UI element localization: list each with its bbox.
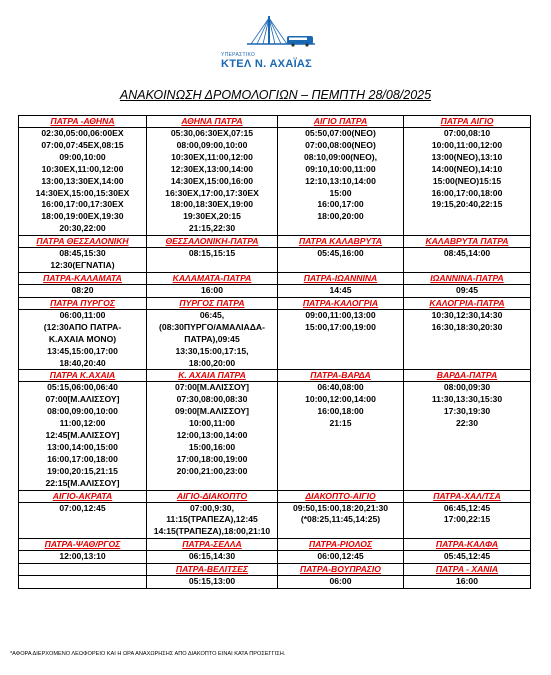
schedule-body — [19, 116, 531, 589]
departure-times: 07:00[Μ.ΑΛΙΣΣΟΥ] — [45, 394, 120, 405]
departure-times: 19:00,20:15,21:15 — [47, 465, 118, 476]
route-name: ΠΑΤΡΑ-ΣΕΛΛΑ — [147, 539, 278, 551]
page-title: ΑΝΑΚΟΙΝΩΣΗ ΔΡΟΜΟΛΟΓΙΩΝ – ΠΕΜΠΤΗ 28/08/2025 — [119, 88, 432, 102]
ktel-logo — [217, 14, 321, 70]
departure-times: 13:00,14:00,15:00 — [47, 441, 118, 452]
departure-times: 18:00,18:30ΕΧ,19:00 — [170, 199, 254, 210]
departure-times: (08:30ΠΥΡΓΟ/ΑΜΑΛΙΑΔΑ- — [159, 321, 265, 332]
departure-times: 12:10,13:10,14:00 — [305, 175, 376, 186]
route-times-row — [19, 382, 531, 490]
departure-times: 18:00,20:00 — [317, 211, 364, 222]
route-header-row — [19, 564, 531, 576]
departure-times: 10:30ΕΧ,11:00,12:00 — [41, 163, 124, 174]
departure-times: 12:45[Μ.ΑΛΙΣΣΟΥ] — [45, 430, 120, 441]
departure-times: 06:00,12:45 — [317, 551, 364, 562]
departure-times: 09:50,15:00,18:20,21:30 — [292, 502, 389, 513]
departure-times: 07:00,08:10 — [443, 128, 491, 138]
departure-times: (*08:25,11:45,14:25) — [300, 514, 381, 525]
logo-subtitle: ΥΠΕΡΑΣΤΙΚΟ — [221, 52, 256, 58]
route-times-cell — [278, 382, 404, 490]
departure-times: 08:20 — [71, 284, 94, 295]
departure-times: 16:00,17:00,18:00 — [47, 453, 118, 464]
route-times-cell — [147, 309, 278, 370]
route-name: ΠΑΤΡΑ-ΒΟΥΠΡΑΣΙΟ — [278, 564, 404, 576]
route-name: ΚΑΛΟΓΡΙΑ-ΠΑΤΡΑ — [404, 297, 531, 309]
route-name: ΠΑΤΡΑ-ΚΑΛΑΜΑΤΑ — [19, 272, 147, 284]
route-times-cell — [278, 502, 404, 539]
route-times-cell — [147, 576, 278, 589]
route-name: ΠΑΤΡΑ-ΒΑΡΔΑ — [278, 370, 404, 382]
route-times-cell — [404, 382, 531, 490]
departure-times: 06:40,08:00 — [317, 382, 364, 393]
schedule-table — [18, 115, 531, 589]
departure-times: 10:30,12:30,14:30 — [431, 309, 503, 320]
departure-times: 10:00,11:00 — [189, 418, 235, 429]
departure-times: 08:45,15:30 — [59, 248, 106, 259]
route-name: ΠΑΤΡΑ-ΒΕΛΙΤΣΕΣ — [147, 564, 278, 576]
route-times-cell — [404, 576, 531, 589]
route-name: ΙΩΑΝΝΙΝΑ-ΠΑΤΡΑ — [404, 272, 531, 284]
departure-times: 08:10,09:00(ΝΕΟ), — [303, 151, 378, 162]
route-name: ΠΑΤΡΑ-ΚΑΛΦΑ — [404, 539, 531, 551]
departure-times: 16:30,18:30,20:30 — [431, 321, 503, 332]
route-times-cell — [278, 309, 404, 370]
route-times-cell — [278, 128, 404, 236]
departure-times: 16:30ΕΧ,17:00,17:30ΕΧ — [165, 187, 259, 198]
route-times-row — [19, 284, 531, 297]
route-name: ΑΙΓΙΟ-ΔΙΑΚΟΠΤΟ — [147, 490, 278, 502]
route-times-cell — [404, 284, 531, 297]
departure-times: 13:45,15:00,17:00 — [47, 345, 118, 356]
departure-times: 10:30ΕΧ,11:00,12:00 — [171, 151, 253, 162]
route-name: ΠΑΤΡΑ-ΚΑΛΟΓΡΙΑ — [278, 297, 404, 309]
route-name: ΒΑΡΔΑ-ΠΑΤΡΑ — [404, 370, 531, 382]
departure-times: 08:00,09:00,10:00 — [47, 406, 118, 417]
departure-times: 15:00 — [329, 187, 352, 198]
departure-times: 07:00,12:45 — [59, 502, 106, 513]
logo-name: ΚΤΕΛ Ν. ΑΧΑΪΑΣ — [221, 58, 313, 70]
route-times-row — [19, 248, 531, 273]
departure-times: ΠΑΤΡΑ),09:45 — [184, 333, 240, 344]
route-name: ΚΑΛΑΜΑΤΑ-ΠΑΤΡΑ — [147, 272, 278, 284]
departure-times: 08:00,09:30 — [443, 382, 491, 393]
departure-times: 20:30,22:00 — [59, 223, 106, 234]
departure-times: 06:00,11:00 — [59, 309, 106, 320]
departure-times: 07:30,08:00,08:30 — [176, 394, 248, 405]
route-times-cell — [19, 382, 147, 490]
route-times-cell — [147, 284, 278, 297]
route-name: ΠΑΤΡΑ - ΧΑΝΙΑ — [404, 564, 531, 576]
departure-times: 05:45,16:00 — [317, 248, 364, 259]
departure-times: 10:00,11:00,12:00 — [431, 139, 503, 150]
route-name: ΠΑΤΡΑ-ΙΩΑΝΝΙΝΑ — [278, 272, 404, 284]
route-times-cell — [19, 502, 147, 539]
departure-times: 12:00,13:00,14:00 — [176, 430, 248, 441]
route-times-cell — [147, 382, 278, 490]
departure-times: (12:30ΑΠΟ ΠΑΤΡΑ- — [43, 321, 122, 332]
departure-times: 05:15,13:00 — [188, 576, 236, 587]
departure-times: 06:15,14:30 — [188, 551, 236, 562]
departure-times: 07:00,9:30, — [190, 502, 234, 513]
departure-times: 20:00,21:00,23:00 — [176, 465, 248, 476]
route-times-cell — [19, 128, 147, 236]
route-times-cell — [404, 248, 531, 273]
departure-times: 22:30 — [456, 418, 478, 429]
route-times-cell — [404, 128, 531, 236]
route-name: ΠΑΤΡΑ-ΧΑΛ/ΤΣΑ — [404, 490, 531, 502]
route-name: ΠΑΤΡΑ Κ.ΑΧΑΙΑ — [19, 370, 147, 382]
departure-times: 16:00,17:00,18:00 — [431, 187, 503, 198]
departure-times: 12:30(ΕΓΝΑΤΙΑ) — [50, 260, 115, 271]
route-name: ΑΘΗΝΑ ΠΑΤΡΑ — [147, 116, 278, 128]
departure-times: 05:50,07:00(ΝΕΟ) — [305, 128, 376, 138]
departure-times: 21:15 — [329, 418, 352, 429]
departure-times: 07:00,07:45ΕΧ,08:15 — [41, 139, 124, 150]
departure-times: 16:00,17:00,17:30ΕΧ — [41, 199, 124, 210]
route-name: ΔΙΑΚΟΠΤΟ-ΑΙΓΙΟ — [278, 490, 404, 502]
route-times-cell — [19, 284, 147, 297]
route-times-row — [19, 502, 531, 539]
route-name: ΘΕΣΣΑΛΟΝΙΚΗ-ΠΑΤΡΑ — [147, 236, 278, 248]
route-times-cell — [19, 309, 147, 370]
departure-times: 13:00,13:30ΕΧ,14:00 — [41, 175, 124, 186]
departure-times: 15:00(ΝΕΟ)15:15 — [432, 175, 502, 186]
route-times-cell — [278, 576, 404, 589]
route-name: ΠΑΤΡΑ ΚΑΛΑΒΡΥΤΑ — [278, 236, 404, 248]
route-name: ΠΑΤΡΑ-ΡΙΟΛΟΣ — [278, 539, 404, 551]
departure-times: 09:10,10:00,11:00 — [305, 163, 376, 174]
route-header-row — [19, 116, 531, 128]
route-header-row — [19, 297, 531, 309]
departure-times: 19:30ΕΧ,20:15 — [183, 211, 241, 222]
route-name: ΚΑΛΑΒΡΥΤΑ ΠΑΤΡΑ — [404, 236, 531, 248]
route-times-row — [19, 576, 531, 589]
departure-times: 09:00,10:00 — [59, 151, 106, 162]
route-times-cell — [147, 248, 278, 273]
departure-times: 22:15[Μ.ΑΛΙΣΣΟΥ] — [45, 477, 120, 488]
departure-times: 12:30ΕΧ,13:00,14:00 — [170, 163, 254, 174]
departure-times: 09:00,11:00,13:00 — [305, 309, 376, 320]
departure-times: 18:00,20:00 — [188, 357, 236, 368]
departure-times: 11:30,13:30,15:30 — [431, 394, 503, 405]
route-times-cell — [404, 551, 531, 564]
departure-times: 16:00 — [201, 284, 223, 295]
departure-times: 16:00,17:00 — [317, 199, 364, 210]
route-times-cell — [147, 502, 278, 539]
route-header-row — [19, 236, 531, 248]
departure-times: 07:00[Μ.ΑΛΙΣΣΟΥ] — [174, 382, 250, 393]
route-name — [19, 564, 147, 576]
departure-times: 16:00 — [456, 576, 478, 587]
departure-times: 19:15,20:40,22:15 — [431, 199, 503, 210]
departure-times: 05:30,06:30ΕΧ,07:15 — [170, 128, 254, 138]
route-header-row — [19, 370, 531, 382]
route-times-cell — [278, 248, 404, 273]
departure-times: 13:30,15:00,17:15, — [175, 345, 249, 356]
departure-times: 08:00,09:00,10:00 — [176, 139, 248, 150]
departure-times: 21:15,22:30 — [188, 223, 236, 234]
departure-times: 14:00(ΝΕΟ),14:10 — [431, 163, 503, 174]
departure-times: 17:30,19:30 — [443, 406, 491, 417]
bridge-bus-logo-icon — [217, 14, 321, 54]
footnote: *ΑΦΟΡΑ ΔΙΕΡΧΟΜΕΝΟ ΛΕΩΦΟΡΕΙΟ ΚΑΙ Η ΩΡΑ ΑΝΑΧΩΡΗΣΗΣ ΑΠΟ ΔΙΑΚΟΠΤΟ ΕΙΝΑΙ ΚΑΤΑ ΠΡΟΣΕΓΓΙΣΗ. — [10, 651, 286, 657]
route-header-row — [19, 272, 531, 284]
departure-times: 10:00,12:00,14:00 — [305, 394, 376, 405]
departure-times: 14:15(ΤΡΑΠΕΖΑ),18:00,21:10 — [153, 526, 271, 537]
departure-times: 14:45 — [329, 284, 352, 295]
departure-times: Κ.ΑΧΑΙΑ ΜΟΝΟ) — [48, 333, 117, 344]
route-name: ΑΙΓΙΟ-ΑΚΡΑΤΑ — [19, 490, 147, 502]
route-times-row — [19, 309, 531, 370]
departure-times: 05:45,12:45 — [443, 551, 491, 562]
route-name: ΠΥΡΓΟΣ ΠΑΤΡΑ — [147, 297, 278, 309]
route-name: Κ. ΑΧΑΙΑ ΠΑΤΡΑ — [147, 370, 278, 382]
route-header-row — [19, 539, 531, 551]
route-name: ΠΑΤΡΑ ΑΙΓΙΟ — [404, 116, 531, 128]
route-times-cell — [404, 502, 531, 539]
route-name: ΑΙΓΙΟ ΠΑΤΡΑ — [278, 116, 404, 128]
departure-times: 06:00 — [329, 576, 352, 587]
departure-times: 08:45,14:00 — [443, 248, 491, 259]
departure-times: 12:00,13:10 — [59, 551, 106, 562]
route-times-cell — [147, 551, 278, 564]
departure-times: 15:00,16:00 — [188, 441, 236, 452]
departure-times: 02:30,05:00,06:00ΕΧ — [41, 128, 124, 138]
departure-times: 18:40,20:40 — [59, 357, 106, 368]
route-times-cell — [404, 309, 531, 370]
route-times-cell — [278, 284, 404, 297]
departure-times: 08:15,15:15 — [188, 248, 236, 259]
departure-times: 06:45,12:45 — [443, 502, 491, 513]
departure-times: 14:30ΕΧ,15:00,16:00 — [170, 175, 254, 186]
departure-times: 17:00,22:15 — [443, 514, 491, 525]
route-name: ΠΑΤΡΑ-ΨΑΘ/ΡΓΟΣ — [19, 539, 147, 551]
route-times-cell — [19, 248, 147, 273]
departure-times: 06:45, — [199, 309, 225, 320]
departure-times: 16:00,18:00 — [317, 406, 364, 417]
departure-times: 11:15(ΤΡΑΠΕΖΑ),12:45 — [166, 514, 258, 525]
route-times-cell — [19, 576, 147, 589]
route-name: ΠΑΤΡΑ ΠΥΡΓΟΣ — [19, 297, 147, 309]
route-name: ΠΑΤΡΑ ΘΕΣΣΑΛΟΝΙΚΗ — [19, 236, 147, 248]
route-name: ΠΑΤΡΑ -ΑΘΗΝΑ — [19, 116, 147, 128]
route-header-row — [19, 490, 531, 502]
departure-times: 11:00,12:00 — [59, 418, 106, 429]
departure-times: 07:00,08:00(ΝΕΟ) — [305, 139, 376, 150]
departure-times: 09:45 — [456, 284, 478, 295]
route-times-cell — [278, 551, 404, 564]
departure-times: 18:00,19:00ΕΧ,19:30 — [41, 211, 124, 222]
route-times-cell — [147, 128, 278, 236]
departure-times: 17:00,18:00,19:00 — [176, 453, 248, 464]
route-times-cell — [19, 551, 147, 564]
route-times-row — [19, 128, 531, 236]
departure-times: 13:00(ΝΕΟ),13:10 — [431, 151, 503, 162]
departure-times: 05:15,06:00,06:40 — [47, 382, 118, 393]
departure-times: 15:00,17:00,19:00 — [305, 321, 376, 332]
departure-times: 14:30ΕΧ,15:00,15:30ΕΧ — [35, 187, 130, 198]
departure-times: 09:00[Μ.ΑΛΙΣΣΟΥ] — [174, 406, 250, 417]
route-times-row — [19, 551, 531, 564]
